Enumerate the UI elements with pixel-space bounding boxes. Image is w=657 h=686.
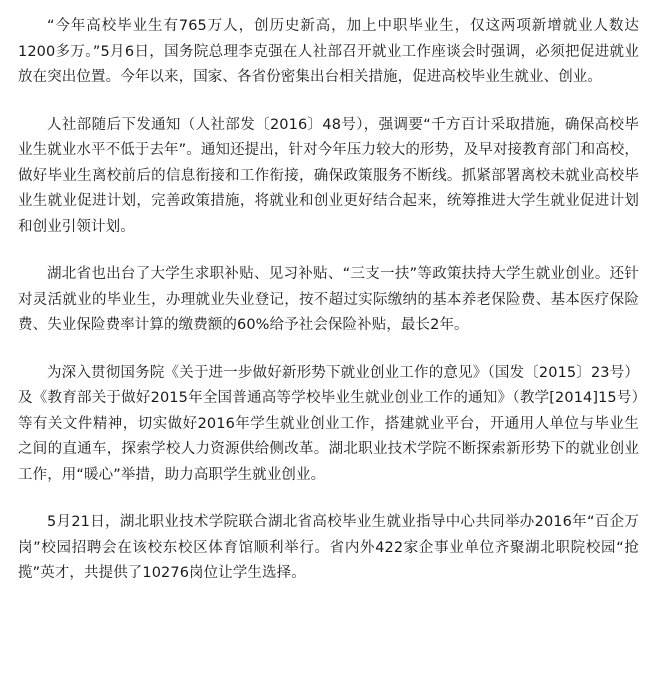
paragraph-3: 湖北省也出台了大学生求职补贴、见习补贴、“三支一扶”等政策扶持大学生就业创业。还针对灵活就业的毕业生，办理就业失业登记，按不超过实际缴纳的基本养老保险费、基本医疗保险费、失业保险费率计算的缴费额的60%给予社会保险补贴，最长2年。 (18, 266, 639, 333)
paragraph-5: 5月21日，湖北职业技术学院联合湖北省高校毕业生就业指导中心共同举办2016年“百企万岗”校园招聘会在该校东校区体育馆顺利举行。省内外422家企事业单位齐聚湖北职院校园“抢揽”英才，共提供了10276岗位让学生选择。 (18, 514, 639, 581)
paragraph-1: “今年高校毕业生有765万人，创历史新高，加上中职毕业生，仅这两项新增就业人数达1200多万。”5月6日，国务院总理李克强在人社部召开就业工作座谈会时强调，必须把促进就业放在突出位置。今年以来，国家、各省份密集出台相关措施，促进高校毕业生就业、创业。 (18, 18, 639, 85)
paragraph-2: 人社部随后下发通知（人社部发〔2016〕48号），强调要“千方百计采取措施，确保高校毕业生就业水平不低于去年”。通知还提出，针对今年压力较大的形势，及早对接教育部门和高校，做好毕业生离校前后的信息衔接和工作衔接，确保政策服务不断线。抓紧部署离校未就业高校毕业生就业促进计划，完善政策措施，将就业和创业更好结合起来，统筹推进大学生就业促进计划和创业引领计划。 (18, 116, 639, 235)
paragraph-4: 为深入贯彻国务院《关于进一步做好新形势下就业创业工作的意见》（国发〔2015〕23号）及《教育部关于做好2015年全国普通高等学校毕业生就业创业工作的通知》（教学[2014]15号）等有关文件精神，切实做好2016年学生就业创业工作，搭建就业平台，开通用人单位与毕业生之间的直通车，探索学校人力资源供给侧改革。湖北职业技术学院不断探索新形势下的就业创业工作，用“暖心”举措，助力高职学生就业创业。 (18, 364, 639, 483)
